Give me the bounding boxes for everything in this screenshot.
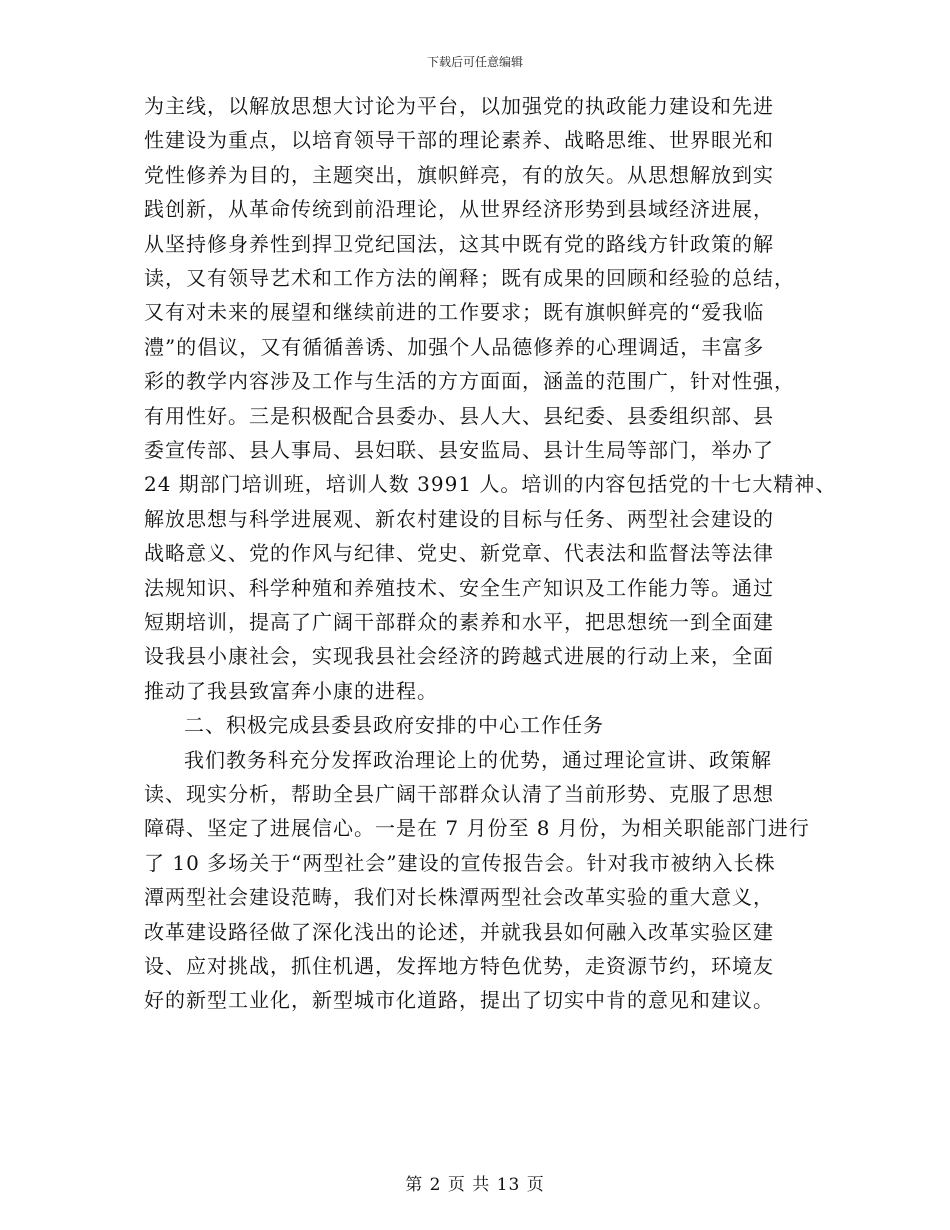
text-line: 24 期部门培训班，培训人数 3991 人。培训的内容包括党的十七大精神、 xyxy=(144,472,837,497)
text-line: 彩的教学内容涉及工作与生活的方方面面，涵盖的范围广，针对性强， xyxy=(144,369,795,394)
text-line: 障碍、坚定了进展信心。一是在 7 月份至 8 月份，为相关职能部门进行 xyxy=(144,816,810,841)
text-line: 践创新，从革命传统到前沿理论，从世界经济形势到县域经济进展， xyxy=(144,197,774,222)
text-line: 设我县小康社会，实现我县社会经济的跨越式进展的行动上来，全面 xyxy=(144,644,774,669)
text-line: 读、现实分析，帮助全县广阔干部群众认清了当前形势、克服了思想 xyxy=(144,782,774,806)
text-line: 为主线，以解放思想大讨论为平台，以加强党的执政能力建设和先进 xyxy=(144,94,774,118)
page-header: 下载后可任意编辑 xyxy=(426,55,523,69)
page-footer: 第 2 页 共 13 页 xyxy=(405,1175,545,1195)
text-line: 好的新型工业化，新型城市化道路，提出了切实中肯的意见和建议。 xyxy=(144,988,774,1013)
text-line: 委宣传部、县人事局、县妇联、县安监局、县计生局等部门，举办了 xyxy=(144,438,774,462)
text-line: 性建设为重点，以培育领导干部的理论素养、战略思维、世界眼光和 xyxy=(144,128,774,153)
text-line: 潭两型社会建设范畴，我们对长株潭两型社会改革实验的重大意义， xyxy=(144,885,774,910)
text-line: 解放思想与科学进展观、新农村建设的目标与任务、两型社会建设的 xyxy=(144,506,774,531)
text-line: 从坚持修身养性到捍卫党纪国法，这其中既有党的路线方针政策的解 xyxy=(144,231,774,256)
text-line: 有用性好。三是积极配合县委办、县人大、县纪委、县委组织部、县 xyxy=(144,403,774,428)
section-heading: 二、积极完成县委县政府安排的中心工作任务 xyxy=(184,713,604,738)
text-line: 改革建设路径做了深化浅出的论述，并就我县如何融入改革实验区建 xyxy=(144,919,774,944)
text-line: 短期培训，提高了广阔干部群众的素养和水平，把思想统一到全面建 xyxy=(144,610,774,634)
text-line: 澧”的倡议，又有循循善诱、加强个人品德修养的心理调适，丰富多 xyxy=(144,334,765,359)
text-line: 法规知识、科学种殖和养殖技术、安全生产知识及工作能力等。通过 xyxy=(144,575,774,600)
text-line: 我们教务科充分发挥政治理论上的优势，通过理论宣讲、政策解 xyxy=(184,747,772,772)
text-line: 读，又有领导艺术和工作方法的阐释；既有成果的回顾和经验的总结， xyxy=(144,266,795,290)
text-line: 了 10 多场关于“两型社会”建设的宣传报告会。针对我市被纳入长株 xyxy=(144,850,776,875)
text-line: 又有对未来的展望和继续前进的工作要求；既有旗帜鲜亮的“爱我临 xyxy=(144,300,765,325)
text-line: 推动了我县致富奔小康的进程。 xyxy=(144,678,438,703)
text-line: 设、应对挑战，抓住机遇，发挥地方特色优势，走资源节约，环境友 xyxy=(144,954,774,978)
text-line: 党性修养为目的，主题突出，旗帜鲜亮，有的放矢。从思想解放到实 xyxy=(144,162,774,187)
text-line: 战略意义、党的作风与纪律、党史、新党章、代表法和监督法等法律 xyxy=(144,541,774,566)
